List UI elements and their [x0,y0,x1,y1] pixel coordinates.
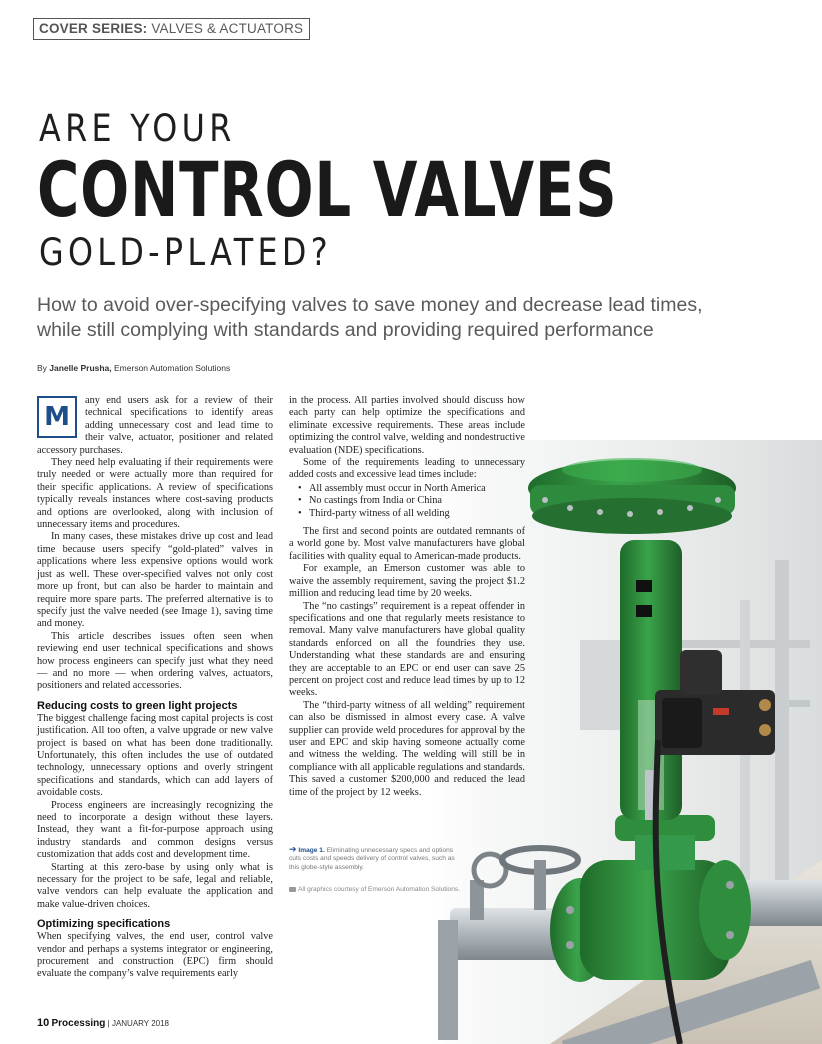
photo-credit [289,886,460,893]
paragraph: any end users ask for a review of their technical specifications to identify areas adding unnecessary cost and lead time to their valve, actuator, positioner and related accessory purchases. [37,395,273,456]
paragraph: The “no castings” requirement is a repeat offender in specifications and one that regularly meets resistance to removal. Many valve manufacturers have global quality standards enforced on all the foundries they use. Understanding what these standards are and ensuring they are acceptable to an EPC or end user can save 25 percent on project cost and reduce lead times by up to 12 weeks. [289,600,525,699]
byline [37,363,230,373]
paragraph: The biggest challenge facing most capital projects is cost justification. All too often, a valve upgrade or new valve project is based on what has been done traditionally. Unfortunately, this often includes the use of outdated technology, unnecessary options and overly stringent specifications and standards, which can add layers of avoidable costs. [37,712,273,799]
paragraph: They need help evaluating if their requirements were truly needed or were actually more than required for their specific applications. A review of specifications typically reveals instances where cost-saving products and options are overlooked, along with inclusion of unnecessary items and procedures. [37,457,273,531]
article-column-1 [37,395,273,981]
requirements-list [289,483,525,520]
caption-text: Eliminating unnecessary specs and options cuts costs and speeds delivery of control valves, such as this globe-style assembly. [289,847,455,871]
camera-icon [289,887,296,892]
paragraph: This article describes issues often seen when reviewing end user technical specifications and shows how process engineers can specify just what they need — and no more — when ordering valves, actuators, positioners and related accessories. [37,630,273,692]
deck-line-1: How to avoid over-specifying valves to save money and decrease lead times, [37,294,703,316]
arrow-right-icon: ➔ [289,844,297,854]
footer-separator: | [105,1019,112,1028]
credit-text: All graphics courtesy of Emerson Automation Solutions. [298,886,460,893]
series-topic: VALVES & ACTUATORS [147,21,304,36]
article-deck [37,293,797,343]
byline-author: Janelle Prusha, [49,363,112,373]
paragraph: For example, an Emerson customer was able to waive the assembly requirement, saving the project $1.2 million and reducing lead time by 20 weeks. [289,563,525,600]
cover-series-tag [33,18,310,40]
paragraph: Process engineers are increasingly recognizing the need to incorporate a design without these layers. Instead, they want a fit-for-purpose approach using industry standards and common designs versus customization that adds cost and development time. [37,799,273,861]
caption-label: Image 1. [298,847,325,854]
list-item: • No castings from India or China [309,495,525,507]
paragraph: Some of the requirements leading to unnecessary added costs and excessive lead times include: [289,457,525,481]
subhead-optimizing-specs: Optimizing specifications [37,918,171,931]
series-label: COVER SERIES: [39,21,148,36]
image-caption [289,845,459,872]
page-footer [37,1017,169,1029]
paragraph: Starting at this zero-base by using only what is necessary for the project to be safe, legal and reliable, valve vendors can help evaluate the application and make value-driven choices. [37,861,273,910]
page-number: 10 [37,1017,50,1029]
subhead-reducing-costs: Reducing costs to green light projects [37,699,238,712]
magazine-name: Processing [51,1018,106,1029]
list-item: • Third-party witness of all welding [309,508,525,520]
byline-prefix: By [37,363,50,373]
title-line-2: CONTROL VALVES [37,145,618,234]
deck-line-2: while still complying with standards and providing required performance [37,319,654,341]
paragraph: in the process. All parties involved should discuss how each party can help optimize the specifications and eliminate excessive requirements. These areas include optimizing the control valve, welding and nondestructive evaluation (NDE) specifications. [289,395,525,456]
paragraph: In many cases, these mistakes drive up cost and lead time because users specify “gold-plated” valves in applications where less expensive options would work just as well. These over-specified valves not only cost more up front, but can also be harder to maintain and require more spare parts. The preferred alternative is to specify just the valve needed (see Image 1), saving time and money. [37,531,273,630]
paragraph: The first and second points are outdated remnants of a world gone by. Most valve manufacturers have global facilities with quality equal to American-made products. [289,526,525,562]
drop-cap: M [37,396,77,438]
paragraph: The “third-party witness of all welding” requirement can also be dismissed in almost every case. A valve supplier can provide weld procedures for approval by the user and EPC and skip having someone actually come and witness the welding. The welding will still be in compliance with all applicable regulations and standards. This saved a customer $200,000 and reduced the lead time of the project by 12 weeks. [289,699,525,798]
issue-date: JANUARY 2018 [111,1019,170,1028]
title-line-3: GOLD-PLATED? [39,231,332,274]
paragraph: When specifying valves, the end user, control valve vendor and perhaps a systems integrator or engineering, procurement and construction (EPC) firm should evaluate the company’s valve requirements early [37,931,273,980]
article-column-2 [289,395,525,799]
list-item: • All assembly must occur in North America [309,483,525,495]
title-line-1: ARE YOUR [39,107,236,150]
byline-org: Emerson Automation Solutions [111,363,231,373]
